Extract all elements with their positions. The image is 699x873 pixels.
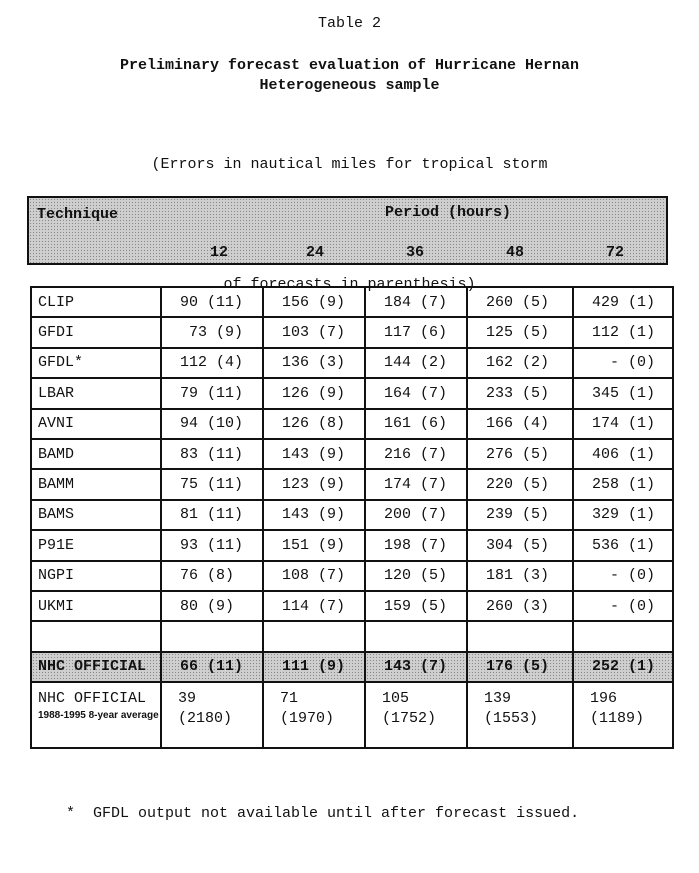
table-title: Preliminary forecast evaluation of Hurricane Hernan (119, 57, 580, 74)
table-row (31, 500, 673, 530)
error-cell-36h: 216 (7) (365, 439, 467, 469)
error-cell-24h: 156 (9) (263, 287, 365, 317)
technique-cell: LBAR (31, 378, 161, 408)
technique-cell: GFDI (31, 317, 161, 347)
technique-cell: BAMS (31, 500, 161, 530)
technique-cell: CLIP (31, 287, 161, 317)
average-count: (1752) (382, 710, 437, 728)
error-cell-36h: 143 (7) (365, 652, 467, 682)
error-cell-24h: 123 (9) (263, 469, 365, 499)
average-cell-48h (467, 682, 573, 748)
error-cell-48h: 220 (5) (467, 469, 573, 499)
header-col-72: 72 (605, 244, 624, 261)
footnote: * GFDL output not available until after forecast issued. (66, 805, 580, 822)
header-col-48: 48 (505, 244, 524, 261)
error-cell-24h: 126 (9) (263, 378, 365, 408)
error-cell-72h: - (0) (573, 591, 673, 621)
table-body (31, 287, 673, 748)
error-cell-36h (365, 621, 467, 651)
average-cell-12h (161, 682, 263, 748)
table-row (31, 591, 673, 621)
table-row (31, 530, 673, 560)
average-cell-24h (263, 682, 365, 748)
table-row (31, 561, 673, 591)
error-cell-48h: 176 (5) (467, 652, 573, 682)
average-count: (1189) (590, 710, 645, 728)
units-note-line: (Errors in nautical miles for tropical storm (151, 156, 548, 173)
table-row (31, 348, 673, 378)
table-subtitle: Heterogeneous sample (259, 77, 440, 94)
error-cell-24h: 151 (9) (263, 530, 365, 560)
technique-cell: NHC OFFICIAL (31, 652, 161, 682)
error-cell-24h: 136 (3) (263, 348, 365, 378)
error-cell-24h (263, 621, 365, 651)
error-cell-24h: 114 (7) (263, 591, 365, 621)
table-row (31, 469, 673, 499)
official-row (31, 652, 673, 682)
error-cell-36h: 159 (5) (365, 591, 467, 621)
header-technique: Technique (37, 206, 119, 223)
average-technique-label: NHC OFFICIAL (38, 690, 147, 708)
table-label: Table 2 (317, 15, 381, 32)
error-cell-48h: 233 (5) (467, 378, 573, 408)
error-cell-72h: 429 (1) (573, 287, 673, 317)
column-header-box (27, 196, 668, 265)
error-cell-48h: 162 (2) (467, 348, 573, 378)
technique-cell: P91E (31, 530, 161, 560)
error-cell-12h: 79 (11) (161, 378, 263, 408)
error-cell-36h: 174 (7) (365, 469, 467, 499)
error-cell-12h: 83 (11) (161, 439, 263, 469)
technique-cell: NGPI (31, 561, 161, 591)
error-cell-72h: 536 (1) (573, 530, 673, 560)
header-col-12: 12 (209, 244, 228, 261)
error-cell-48h: 260 (3) (467, 591, 573, 621)
error-cell-72h: 252 (1) (573, 652, 673, 682)
error-cell-48h: 304 (5) (467, 530, 573, 560)
error-cell-12h: 90 (11) (161, 287, 263, 317)
table-row (31, 378, 673, 408)
average-error: 105 (382, 690, 410, 708)
technique-cell: BAMD (31, 439, 161, 469)
error-cell-48h (467, 621, 573, 651)
error-cell-72h: - (0) (573, 348, 673, 378)
average-cell-36h (365, 682, 467, 748)
average-error: 196 (590, 690, 618, 708)
error-cell-48h: 125 (5) (467, 317, 573, 347)
error-cell-12h: 112 (4) (161, 348, 263, 378)
error-cell-36h: 161 (6) (365, 409, 467, 439)
error-cell-72h: 174 (1) (573, 409, 673, 439)
error-cell-24h: 108 (7) (263, 561, 365, 591)
error-cell-36h: 120 (5) (365, 561, 467, 591)
average-cell-72h (573, 682, 673, 748)
error-cell-12h: 73 (9) (161, 317, 263, 347)
error-cell-72h: 258 (1) (573, 469, 673, 499)
error-cell-36h: 198 (7) (365, 530, 467, 560)
error-cell-48h: 166 (4) (467, 409, 573, 439)
error-cell-12h: 93 (11) (161, 530, 263, 560)
average-error: 71 (280, 690, 299, 708)
error-cell-72h: 345 (1) (573, 378, 673, 408)
error-cell-12h: 81 (11) (161, 500, 263, 530)
technique-cell: AVNI (31, 409, 161, 439)
error-cell-36h: 117 (6) (365, 317, 467, 347)
table-row (31, 409, 673, 439)
error-cell-36h: 144 (2) (365, 348, 467, 378)
header-period: Period (hours) (385, 204, 512, 221)
error-cell-48h: 181 (3) (467, 561, 573, 591)
technique-cell (31, 621, 161, 651)
header-col-24: 24 (305, 244, 324, 261)
error-cell-12h: 66 (11) (161, 652, 263, 682)
official-average-row (31, 682, 673, 748)
average-count: (2180) (178, 710, 233, 728)
error-cell-48h: 260 (5) (467, 287, 573, 317)
error-cell-72h: - (0) (573, 561, 673, 591)
error-cell-12h: 76 (8) (161, 561, 263, 591)
table-row (31, 439, 673, 469)
error-cell-24h: 126 (8) (263, 409, 365, 439)
error-cell-72h: 329 (1) (573, 500, 673, 530)
technique-cell: UKMI (31, 591, 161, 621)
technique-cell: GFDL* (31, 348, 161, 378)
average-error: 139 (484, 690, 512, 708)
average-error: 39 (178, 690, 197, 708)
error-cell-48h: 276 (5) (467, 439, 573, 469)
error-cell-72h: 112 (1) (573, 317, 673, 347)
error-cell-36h: 184 (7) (365, 287, 467, 317)
technique-cell: BAMM (31, 469, 161, 499)
header-col-36: 36 (405, 244, 424, 261)
table-row (31, 317, 673, 347)
average-count: (1553) (484, 710, 539, 728)
error-cell-24h: 111 (9) (263, 652, 365, 682)
error-cell-72h (573, 621, 673, 651)
units-note-line: of forecasts in parenthesis) (223, 276, 476, 293)
error-cell-72h: 406 (1) (573, 439, 673, 469)
error-cell-48h: 239 (5) (467, 500, 573, 530)
average-count: (1970) (280, 710, 335, 728)
error-cell-12h (161, 621, 263, 651)
error-cell-36h: 164 (7) (365, 378, 467, 408)
error-cell-12h: 75 (11) (161, 469, 263, 499)
average-period-label: 1988-1995 8-year average (38, 710, 159, 722)
error-cell-12h: 94 (10) (161, 409, 263, 439)
blank-row (31, 621, 673, 651)
error-cell-36h: 200 (7) (365, 500, 467, 530)
error-cell-24h: 143 (9) (263, 439, 365, 469)
error-cell-24h: 143 (9) (263, 500, 365, 530)
error-cell-24h: 103 (7) (263, 317, 365, 347)
error-cell-12h: 80 (9) (161, 591, 263, 621)
table-row (31, 287, 673, 317)
technique-cell (31, 682, 161, 748)
forecast-error-table (30, 286, 674, 749)
